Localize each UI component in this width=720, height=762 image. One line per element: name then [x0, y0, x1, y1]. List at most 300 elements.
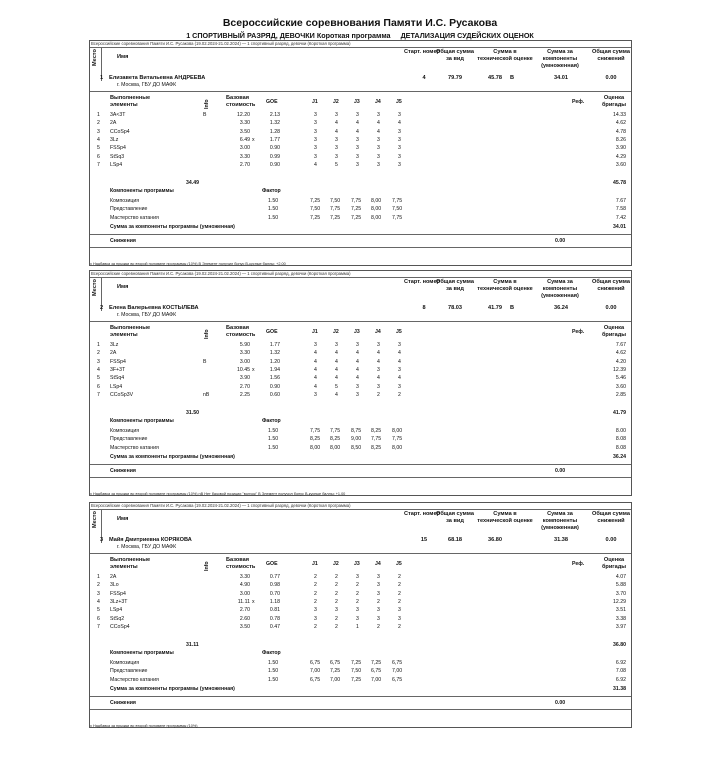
bv-total: 34.49	[186, 180, 199, 186]
skater-deductions: 0.00	[605, 305, 617, 311]
element-code: LSp4	[110, 607, 123, 614]
element-panel-score: 3.60	[615, 383, 626, 390]
element-judge-4-score: 3	[377, 383, 380, 390]
tes-total: 41.79	[613, 410, 626, 416]
element-judge-1-score: 3	[314, 120, 317, 127]
name-header: Имя	[117, 54, 129, 60]
component-judge-1-score: 8,00	[310, 444, 321, 451]
element-number: 6	[97, 153, 100, 160]
element-judge-4-score: 3	[377, 153, 380, 160]
element-judge-2-score: 3	[335, 112, 338, 118]
element-code: CCoSp4	[110, 623, 130, 630]
skater-tes-mark: B	[510, 75, 515, 81]
element-judge-5-score: 2	[398, 598, 401, 605]
deductions-label: Снижения	[110, 700, 136, 706]
element-base-value: 4.90	[239, 582, 250, 589]
element-judge-4-score: 2	[377, 623, 380, 630]
element-panel-score: 4.62	[615, 120, 626, 127]
element-judge-1-score: 3	[314, 391, 317, 398]
element-base-value: 3.00	[239, 590, 250, 597]
components-header: Компоненты программы	[110, 188, 174, 194]
subtitle-detail: ДЕТАЛИЗАЦИЯ СУДЕЙСКИХ ОЦЕНОК	[400, 31, 534, 40]
element-base-value: 12.20	[237, 112, 250, 118]
j3-header: J3	[354, 99, 360, 105]
element-judge-4-score: 4	[377, 350, 380, 357]
component-judge-5-score: 7,00	[392, 668, 403, 675]
element-judge-2-score: 3	[335, 136, 338, 143]
element-goe: 0.98	[269, 582, 280, 589]
element-judge-3-score: 3	[356, 112, 359, 118]
element-judge-3-score: 3	[356, 391, 359, 398]
component-judge-2-score: 6,75	[330, 660, 341, 666]
element-info: B	[203, 112, 207, 118]
component-score: 7.58	[615, 206, 626, 213]
start-header: Старт. номер	[404, 511, 440, 517]
element-goe: 0.81	[269, 607, 280, 614]
element-judge-5-score: 2	[398, 582, 401, 589]
component-factor: 1.50	[268, 214, 279, 221]
element-code: StSq4	[110, 375, 125, 382]
element-base-value: 2.70	[239, 161, 250, 168]
tes-header: Сумма в технической оценке	[477, 49, 533, 62]
element-info: B	[203, 358, 207, 365]
block-header-text: Всероссийские соревнования Памяти И.С. Русакова (19.02.2024-21.02.2024) — 1 спортивный разряд, девочки (Короткая программа)	[91, 41, 351, 46]
divider	[90, 47, 631, 48]
component-judge-4-score: 7,00	[371, 676, 382, 683]
total-header: Общая сумма за вид	[436, 49, 474, 62]
element-goe: 0.90	[269, 383, 280, 390]
element-base-value: 6.49	[239, 136, 250, 143]
divider	[90, 477, 631, 478]
element-base-value: 2.70	[239, 607, 250, 614]
element-goe: 1.18	[269, 598, 280, 605]
element-judge-3-score: 4	[356, 358, 359, 365]
element-number: 5	[97, 375, 100, 382]
element-judge-5-score: 4	[398, 375, 401, 382]
skater-club: г. Москва, ГБУ ДО МАФК	[117, 312, 177, 318]
element-judge-1-score: 2	[314, 574, 317, 580]
element-panel-score: 4.62	[615, 350, 626, 357]
element-number: 5	[97, 607, 100, 614]
element-judge-4-score: 3	[377, 590, 380, 597]
ref-header: Реф.	[572, 561, 585, 567]
element-goe: 1.94	[269, 366, 280, 373]
element-judge-2-score: 4	[335, 128, 338, 135]
page-title: Всероссийские соревнования Памяти И.С. Русакова	[222, 17, 498, 29]
element-panel-score: 3.90	[615, 145, 626, 152]
j2-header: J2	[333, 329, 339, 335]
element-number: 6	[97, 383, 100, 390]
base-value-header: Базовая стоимость	[226, 325, 256, 338]
element-base-value: 3.00	[239, 358, 250, 365]
element-judge-2-score: 4	[335, 358, 338, 365]
divider	[90, 696, 631, 697]
component-name: Композиция	[110, 660, 140, 666]
element-judge-3-score: 2	[356, 582, 359, 589]
component-factor: 1.50	[268, 206, 279, 213]
info-header: Info	[204, 99, 210, 109]
element-goe: 0.99	[269, 153, 280, 160]
element-number: 2	[97, 582, 100, 589]
bv-total: 31.50	[186, 410, 199, 416]
deductions-header: Общая сумма снижений	[592, 279, 630, 292]
skater-tes-mark: B	[510, 305, 515, 311]
element-judge-1-score: 3	[314, 153, 317, 160]
element-judge-4-score: 3	[377, 112, 380, 118]
element-base-value: 5.90	[239, 342, 250, 348]
element-judge-3-score: 3	[356, 145, 359, 152]
components-header: Компоненты программы	[110, 650, 174, 656]
component-judge-2-score: 7,25	[330, 668, 341, 675]
element-goe: 0.70	[269, 590, 280, 597]
component-score: 7.67	[615, 198, 626, 204]
component-judge-5-score: 7,75	[392, 436, 403, 443]
tes-total: 45.78	[613, 180, 626, 186]
element-goe: 0.77	[269, 574, 280, 580]
skater-place: 3	[100, 537, 104, 543]
element-number: 3	[97, 128, 100, 135]
element-judge-4-score: 2	[377, 391, 380, 398]
element-base-value: 10.45	[237, 366, 250, 373]
element-code: StSq3	[110, 153, 125, 160]
divider	[90, 277, 631, 278]
skater-tes: 41.79	[488, 305, 502, 311]
element-judge-4-score: 3	[377, 366, 380, 373]
element-code: 3Lz+3T	[110, 598, 128, 605]
footnote: x Надбавка за прыжки во второй половине программы (10%)	[90, 724, 198, 728]
element-judge-1-score: 4	[314, 358, 317, 365]
skater-block-1	[89, 40, 632, 266]
element-judge-4-score: 3	[377, 582, 380, 589]
component-name: Композиция	[110, 428, 140, 434]
element-number: 2	[97, 350, 100, 357]
component-judge-4-score: 7,75	[371, 436, 382, 443]
skater-name: Елена Валерьевна КОСТЫЛЕВА	[109, 305, 199, 311]
divider	[90, 509, 631, 510]
divider	[90, 709, 631, 710]
element-judge-4-score: 4	[377, 120, 380, 127]
component-judge-5-score: 7,50	[392, 206, 403, 213]
components-sum-value: 31.38	[613, 686, 626, 692]
skater-block-2	[89, 270, 632, 496]
element-goe: 0.90	[269, 145, 280, 152]
footnote: x Надбавка за прыжки во второй половине программы (10%) nB Нет базовой позиции "волчок" B Элемент получил бонус B-кусные баллы: +1.00	[90, 492, 346, 496]
component-judge-1-score: 7,75	[310, 428, 321, 434]
divider	[90, 321, 631, 322]
element-judge-3-score: 3	[356, 607, 359, 614]
components-header: Компоненты программы	[110, 418, 174, 424]
tes-total: 36.80	[613, 642, 626, 648]
factor-header: Фактор	[262, 650, 281, 656]
component-name: Композиция	[110, 198, 140, 204]
deductions-value: 0.00	[555, 700, 566, 706]
component-judge-1-score: 7,25	[310, 198, 321, 204]
component-score: 6.92	[615, 676, 626, 683]
j4-header: J4	[375, 561, 381, 567]
element-bonus-mark: x	[252, 598, 255, 605]
component-judge-3-score: 7,50	[351, 668, 362, 675]
panel-header: Оценка бригады	[601, 95, 627, 108]
deductions-label: Снижения	[110, 468, 136, 474]
element-code: LSp4	[110, 383, 123, 390]
element-code: 3Lo	[110, 582, 119, 589]
skater-pcs: 31.38	[554, 537, 568, 543]
element-judge-1-score: 4	[314, 366, 317, 373]
element-judge-2-score: 4	[335, 120, 338, 127]
element-number: 4	[97, 598, 100, 605]
element-judge-2-score: 4	[335, 375, 338, 382]
component-score: 7.08	[615, 668, 626, 675]
element-code: 3Lz	[110, 342, 119, 348]
element-panel-score: 14.33	[613, 112, 626, 118]
element-code: 2A	[110, 120, 117, 127]
component-judge-5-score: 8,00	[392, 428, 403, 434]
element-judge-4-score: 3	[377, 574, 380, 580]
component-judge-2-score: 8,00	[330, 444, 341, 451]
j2-header: J2	[333, 561, 339, 567]
component-name: Мастерство катания	[110, 214, 159, 221]
j2-header: J2	[333, 99, 339, 105]
goe-header: GOE	[266, 99, 278, 105]
component-judge-3-score: 8,75	[351, 428, 362, 434]
start-header: Старт. номер	[404, 49, 440, 55]
elements-header: Выполненные элементы	[110, 325, 151, 338]
element-number: 7	[97, 623, 100, 630]
element-judge-5-score: 3	[398, 153, 401, 160]
element-judge-5-score: 3	[398, 342, 401, 348]
element-judge-2-score: 2	[335, 590, 338, 597]
info-header: Info	[204, 329, 210, 339]
element-base-value: 3.00	[239, 145, 250, 152]
j4-header: J4	[375, 329, 381, 335]
element-number: 7	[97, 391, 100, 398]
element-judge-5-score: 3	[398, 128, 401, 135]
j5-header: J5	[396, 561, 402, 567]
element-number: 2	[97, 120, 100, 127]
element-code: StSq2	[110, 615, 125, 622]
element-judge-2-score: 2	[335, 615, 338, 622]
divider	[90, 464, 631, 465]
deductions-value: 0.00	[555, 238, 566, 244]
skater-pcs: 34.01	[554, 75, 568, 81]
element-judge-5-score: 3	[398, 607, 401, 614]
component-factor: 1.50	[268, 444, 279, 451]
component-judge-4-score: 6,75	[371, 668, 382, 675]
component-name: Представление	[110, 206, 148, 213]
element-goe: 1.28	[269, 128, 280, 135]
panel-header: Оценка бригады	[601, 557, 627, 570]
element-judge-5-score: 3	[398, 161, 401, 168]
deductions-header: Общая сумма снижений	[592, 49, 630, 62]
component-judge-4-score: 8,25	[371, 428, 382, 434]
total-header: Общая сумма за вид	[436, 279, 474, 292]
goe-header: GOE	[266, 329, 278, 335]
element-panel-score: 2.85	[615, 391, 626, 398]
skater-start-number: 15	[420, 537, 428, 543]
element-judge-4-score: 3	[377, 615, 380, 622]
j1-header: J1	[312, 561, 318, 567]
component-judge-4-score: 7,25	[371, 660, 382, 666]
skater-deductions: 0.00	[605, 75, 617, 81]
component-name: Мастерство катания	[110, 444, 159, 451]
component-factor: 1.50	[268, 198, 279, 204]
place-header: Место	[92, 279, 98, 296]
component-factor: 1.50	[268, 676, 279, 683]
element-judge-3-score: 4	[356, 120, 359, 127]
element-judge-5-score: 3	[398, 136, 401, 143]
element-judge-1-score: 3	[314, 342, 317, 348]
element-number: 1	[97, 342, 100, 348]
j3-header: J3	[354, 329, 360, 335]
deductions-value: 0.00	[555, 468, 566, 474]
skater-tes: 36.80	[488, 537, 502, 543]
component-judge-4-score: 8,00	[371, 206, 382, 213]
element-number: 3	[97, 358, 100, 365]
base-value-header: Базовая стоимость	[226, 557, 256, 570]
components-sum-label: Сумма за компоненты программы (умноженная)	[110, 224, 235, 230]
component-judge-2-score: 7,25	[330, 214, 341, 221]
ref-header: Реф.	[572, 99, 585, 105]
block-header-text: Всероссийские соревнования Памяти И.С. Русакова (19.02.2024-21.02.2024) — 1 спортивный разряд, девочки (Короткая программа)	[91, 271, 351, 276]
component-name: Мастерство катания	[110, 676, 159, 683]
element-judge-5-score: 3	[398, 112, 401, 118]
j5-header: J5	[396, 99, 402, 105]
pcs-header: Сумма за компоненты (умноженная)	[541, 511, 579, 531]
element-judge-4-score: 4	[377, 128, 380, 135]
element-judge-5-score: 4	[398, 358, 401, 365]
element-code: FSSp4	[110, 145, 126, 152]
component-judge-2-score: 8,25	[330, 436, 341, 443]
factor-header: Фактор	[262, 418, 281, 424]
element-panel-score: 8.26	[615, 136, 626, 143]
element-judge-2-score: 3	[335, 607, 338, 614]
component-score: 8.08	[615, 436, 626, 443]
element-number: 1	[97, 112, 100, 118]
element-judge-1-score: 2	[314, 598, 317, 605]
name-header: Имя	[117, 284, 129, 290]
component-judge-2-score: 7,75	[330, 428, 341, 434]
skater-total-score: 68.18	[448, 537, 462, 543]
component-judge-5-score: 7,75	[392, 198, 403, 204]
element-judge-3-score: 3	[356, 161, 359, 168]
name-header: Имя	[117, 516, 129, 522]
element-panel-score: 4.78	[615, 128, 626, 135]
element-judge-4-score: 4	[377, 375, 380, 382]
element-bonus-mark: x	[252, 136, 255, 143]
element-base-value: 3.30	[239, 120, 250, 127]
components-sum-value: 36.24	[613, 454, 626, 460]
component-judge-4-score: 8,25	[371, 444, 382, 451]
component-judge-1-score: 7,25	[310, 214, 321, 221]
element-judge-2-score: 3	[335, 145, 338, 152]
element-judge-2-score: 2	[335, 598, 338, 605]
component-name: Представление	[110, 436, 148, 443]
component-judge-1-score: 7,00	[310, 668, 321, 675]
element-goe: 0.78	[269, 615, 280, 622]
element-panel-score: 3.70	[615, 590, 626, 597]
elements-header: Выполненные элементы	[110, 95, 151, 108]
element-number: 3	[97, 590, 100, 597]
component-factor: 1.50	[268, 436, 279, 443]
element-panel-score: 7.67	[615, 342, 626, 348]
element-judge-5-score: 2	[398, 623, 401, 630]
component-score: 8.08	[615, 444, 626, 451]
panel-header: Оценка бригады	[601, 325, 627, 338]
j4-header: J4	[375, 99, 381, 105]
element-code: CCoSp3V	[110, 391, 134, 398]
element-number: 7	[97, 161, 100, 168]
element-panel-score: 5.46	[615, 375, 626, 382]
element-info: nB	[203, 391, 210, 398]
j3-header: J3	[354, 561, 360, 567]
elements-header: Выполненные элементы	[110, 557, 151, 570]
element-judge-2-score: 3	[335, 153, 338, 160]
element-judge-4-score: 3	[377, 342, 380, 348]
j5-header: J5	[396, 329, 402, 335]
element-judge-2-score: 4	[335, 391, 338, 398]
component-judge-3-score: 7,75	[351, 198, 362, 204]
element-base-value: 2.70	[239, 383, 250, 390]
element-base-value: 2.25	[239, 391, 250, 398]
component-judge-2-score: 7,00	[330, 676, 341, 683]
component-judge-5-score: 6,75	[392, 676, 403, 683]
element-code: 2A	[110, 350, 117, 357]
element-panel-score: 12.29	[613, 598, 626, 605]
element-goe: 0.90	[269, 161, 280, 168]
element-judge-3-score: 3	[356, 342, 359, 348]
page-subtitle	[0, 31, 720, 40]
element-base-value: 3.50	[239, 623, 250, 630]
tes-header: Сумма в технической оценке	[477, 279, 533, 292]
element-judge-1-score: 3	[314, 615, 317, 622]
element-judge-1-score: 3	[314, 128, 317, 135]
element-judge-2-score: 4	[335, 366, 338, 373]
element-panel-score: 4.29	[615, 153, 626, 160]
element-goe: 1.32	[269, 350, 280, 357]
element-judge-3-score: 4	[356, 128, 359, 135]
element-judge-3-score: 3	[356, 615, 359, 622]
element-judge-2-score: 5	[335, 383, 338, 390]
element-judge-5-score: 4	[398, 120, 401, 127]
component-judge-1-score: 6,75	[310, 660, 321, 666]
skater-deductions: 0.00	[605, 537, 617, 543]
skater-start-number: 8	[422, 305, 426, 311]
element-judge-2-score: 5	[335, 161, 338, 168]
element-judge-3-score: 3	[356, 153, 359, 160]
skater-name: Майя Дмитриевна КОРЯКОВА	[109, 537, 192, 543]
component-judge-1-score: 7,50	[310, 206, 321, 213]
element-judge-3-score: 3	[356, 136, 359, 143]
element-code: 3A<3T	[110, 112, 126, 118]
pcs-header: Сумма за компоненты (умноженная)	[541, 49, 579, 69]
element-judge-3-score: 4	[356, 366, 359, 373]
skater-place: 2	[100, 305, 104, 311]
deductions-label: Снижения	[110, 238, 136, 244]
subtitle-category: 1 СПОРТИВНЫЙ РАЗРЯД, ДЕВОЧКИ Короткая программа	[186, 31, 391, 40]
element-judge-5-score: 3	[398, 615, 401, 622]
element-panel-score: 3.97	[615, 623, 626, 630]
components-sum-label: Сумма за компоненты программы (умноженная)	[110, 686, 235, 692]
element-judge-5-score: 4	[398, 350, 401, 357]
component-judge-3-score: 7,25	[351, 660, 362, 666]
ref-header: Реф.	[572, 329, 585, 335]
component-judge-3-score: 8,50	[351, 444, 362, 451]
pcs-header: Сумма за компоненты (умноженная)	[541, 279, 579, 299]
place-header: Место	[92, 49, 98, 66]
skater-total-score: 78.03	[448, 305, 462, 311]
element-judge-1-score: 3	[314, 607, 317, 614]
component-judge-1-score: 8,25	[310, 436, 321, 443]
